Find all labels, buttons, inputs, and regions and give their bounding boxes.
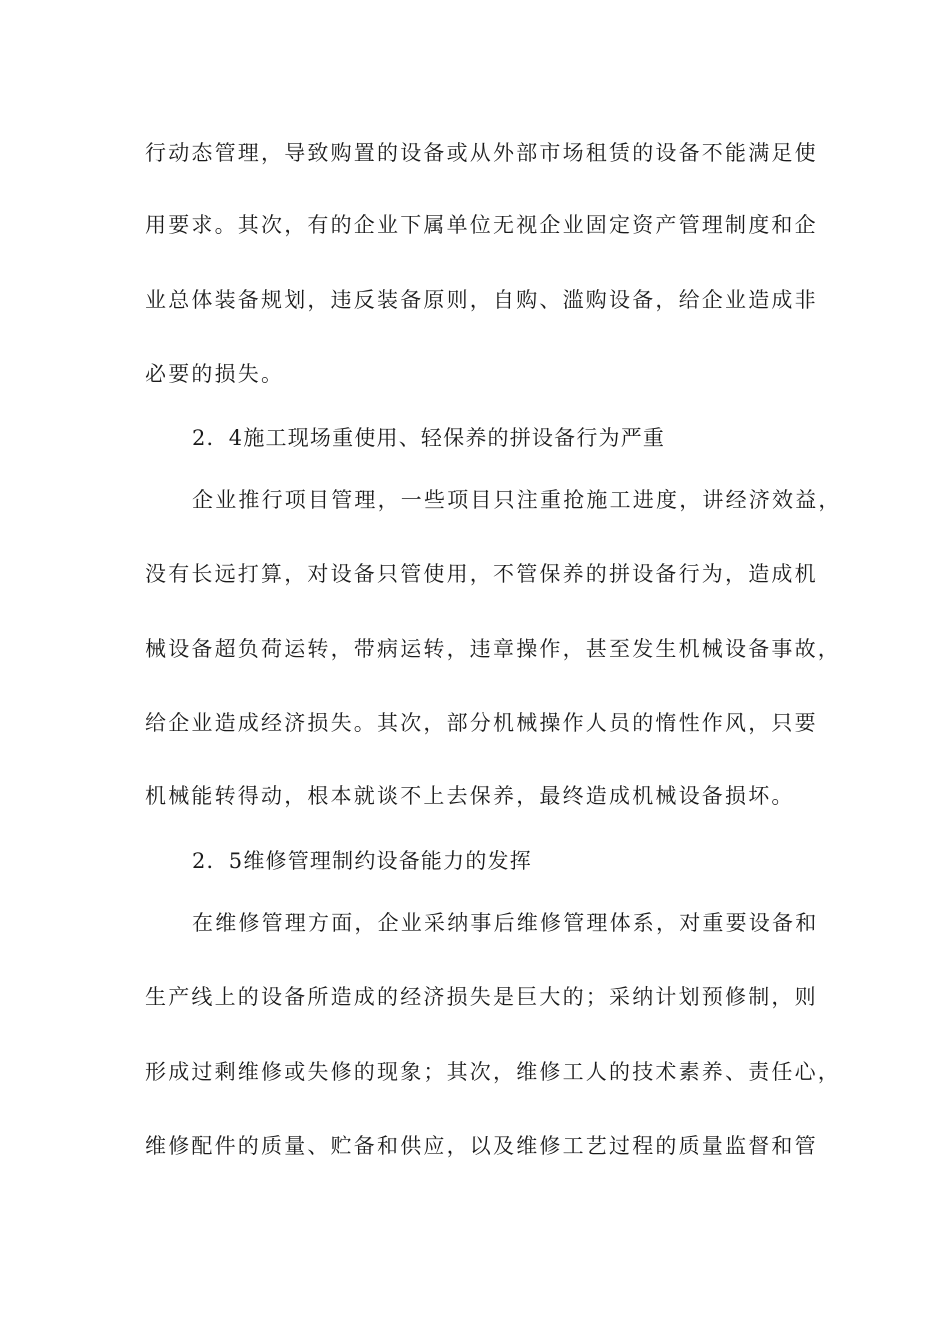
body-text-line: 用要求。其次，有的企业下属单位无视企业固定资产管理制度和企: [145, 213, 818, 237]
body-text-line: 行动态管理，导致购置的设备或从外部市场租赁的设备不能满足使: [145, 141, 818, 165]
body-text-line: 形成过剩维修或失修的现象；其次，维修工人的技术素养、责任心，: [145, 1060, 841, 1084]
body-text-line: 维修配件的质量、贮备和供应，以及维修工艺过程的质量监督和管: [145, 1134, 818, 1158]
body-text-line: 机械能转得动，根本就谈不上去保养，最终造成机械设备损坏。: [145, 784, 795, 808]
section-heading-2-4: 2．4施工现场重使用、轻保养的拼设备行为严重: [192, 426, 666, 450]
body-text-line: 业总体装备规划，违反装备原则，自购、滥购设备，给企业造成非: [145, 288, 818, 312]
body-text-line: 必要的损失。: [145, 362, 285, 386]
body-text-line: 没有长远打算，对设备只管使用，不管保养的拼设备行为，造成机: [145, 562, 818, 586]
paragraph-first-line: 企业推行项目管理，一些项目只注重抢施工进度，讲经济效益，: [192, 488, 842, 512]
paragraph-first-line: 在维修管理方面，企业采纳事后维修管理体系，对重要设备和: [192, 911, 819, 935]
body-text-line: 给企业造成经济损失。其次，部分机械操作人员的惰性作风，只要: [145, 711, 818, 735]
body-text-line: 械设备超负荷运转，带病运转，违章操作，甚至发生机械设备事故，: [145, 637, 841, 661]
body-text-line: 生产线上的设备所造成的经济损失是巨大的；采纳计划预修制，则: [145, 985, 818, 1009]
section-heading-2-5: 2．5维修管理制约设备能力的发挥: [192, 849, 532, 873]
